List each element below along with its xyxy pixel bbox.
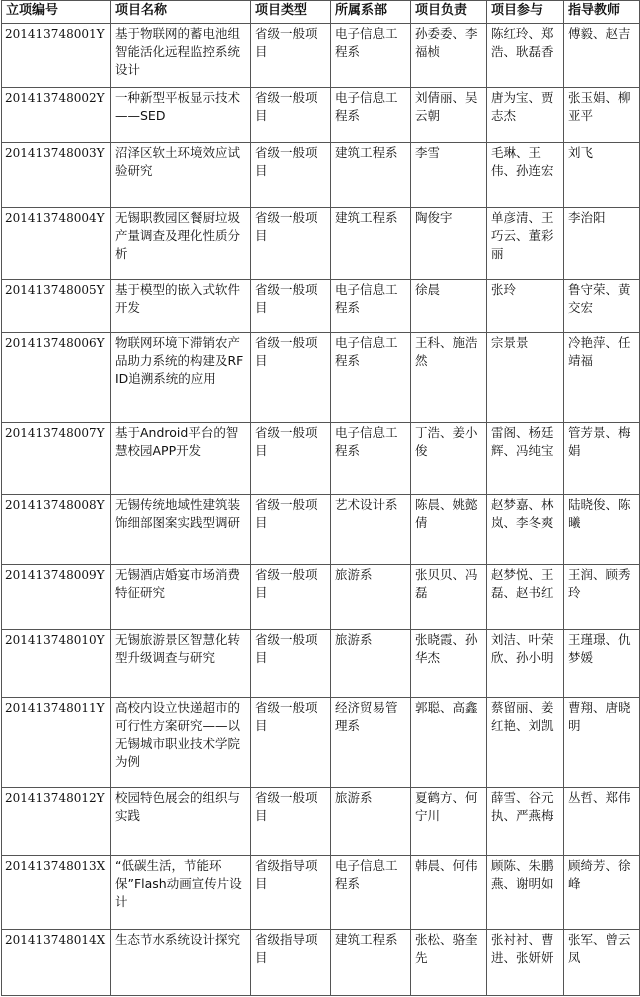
header-name: 项目名称: [111, 1, 251, 24]
table-row: [2, 423, 640, 495]
project-leader: 陶俊宇: [411, 208, 487, 280]
project-type: 省级一般项目: [251, 495, 331, 565]
project-members: 赵梦嘉、林岚、李冬爽: [487, 495, 564, 565]
project-type: 省级一般项目: [251, 143, 331, 208]
project-members: 单彦清、王巧云、董彩丽: [487, 208, 564, 280]
project-name: 无锡酒店婚宴市场消费特征研究: [111, 565, 251, 630]
project-leader: 徐晨: [411, 280, 487, 333]
table-row: [2, 630, 640, 698]
table-row: [2, 856, 640, 930]
project-members: 唐为宝、贾志杰: [487, 88, 564, 143]
project-leader: 丁浩、姜小俊: [411, 423, 487, 495]
table-row: [2, 930, 640, 996]
project-advisors: 傅毅、赵吉: [564, 24, 640, 88]
project-name: 物联网环境下滞销农产品助力系统的构建及RFID追溯系统的应用: [111, 333, 251, 423]
table-row: [2, 495, 640, 565]
project-leader: 李雪: [411, 143, 487, 208]
project-name: 高校内设立快递超市的可行性方案研究——以无锡城市职业技术学院为例: [111, 698, 251, 788]
project-dept: 经济贸易管理系: [331, 698, 411, 788]
project-name: “低碳生活，节能环保”Flash动画宣传片设计: [111, 856, 251, 930]
project-id: 201413748012Y: [2, 788, 111, 856]
project-advisors: 陆晓俊、陈曦: [564, 495, 640, 565]
header-members: 项目参与: [487, 1, 564, 24]
project-id: 201413748010Y: [2, 630, 111, 698]
project-dept: 建筑工程系: [331, 930, 411, 996]
project-dept: 电子信息工程系: [331, 423, 411, 495]
project-type: 省级一般项目: [251, 88, 331, 143]
table-row: [2, 24, 640, 88]
project-name: 沼泽区软土环境效应试验研究: [111, 143, 251, 208]
project-leader: 张贝贝、冯磊: [411, 565, 487, 630]
table-row: [2, 208, 640, 280]
project-members: 雷阁、杨廷辉、冯纯宝: [487, 423, 564, 495]
project-advisors: 张玉娟、柳亚平: [564, 88, 640, 143]
project-name: 一种新型平板显示技术——SED: [111, 88, 251, 143]
project-dept: 电子信息工程系: [331, 88, 411, 143]
project-dept: 旅游系: [331, 565, 411, 630]
project-leader: 王科、施浩然: [411, 333, 487, 423]
project-name: 基于模型的嵌入式软件开发: [111, 280, 251, 333]
project-members: 毛琳、王伟、孙连宏: [487, 143, 564, 208]
project-advisors: 曹翔、唐晓明: [564, 698, 640, 788]
project-leader: 韩晨、何伟: [411, 856, 487, 930]
project-dept: 电子信息工程系: [331, 856, 411, 930]
header-leader: 项目负责: [411, 1, 487, 24]
project-name: 无锡传统地域性建筑装饰细部图案实践型调研: [111, 495, 251, 565]
project-dept: 旅游系: [331, 630, 411, 698]
project-name: 基于Android平台的智慧校园APP开发: [111, 423, 251, 495]
header-row: [2, 1, 640, 24]
project-leader: 刘倩丽、吴云朝: [411, 88, 487, 143]
table-row: [2, 565, 640, 630]
project-id: 201413748004Y: [2, 208, 111, 280]
project-advisors: 王瑾璟、仇梦媛: [564, 630, 640, 698]
table-row: [2, 143, 640, 208]
table-row: [2, 788, 640, 856]
project-id: 201413748007Y: [2, 423, 111, 495]
project-id: 201413748011Y: [2, 698, 111, 788]
project-id: 201413748002Y: [2, 88, 111, 143]
project-advisors: 刘飞: [564, 143, 640, 208]
project-type: 省级一般项目: [251, 24, 331, 88]
project-id: 201413748014X: [2, 930, 111, 996]
project-dept: 电子信息工程系: [331, 280, 411, 333]
project-type: 省级一般项目: [251, 565, 331, 630]
project-type: 省级一般项目: [251, 698, 331, 788]
project-dept: 建筑工程系: [331, 143, 411, 208]
project-members: 薛雪、谷元执、严燕梅: [487, 788, 564, 856]
project-type: 省级一般项目: [251, 788, 331, 856]
project-type: 省级一般项目: [251, 423, 331, 495]
table-body: [2, 24, 640, 996]
project-leader: 孙委委、李福桢: [411, 24, 487, 88]
project-advisors: 管芳景、梅娟: [564, 423, 640, 495]
project-table: [1, 0, 640, 996]
header-id: 立项编号: [2, 1, 111, 24]
project-name: 基于物联网的蓄电池组智能活化远程监控系统设计: [111, 24, 251, 88]
project-type: 省级一般项目: [251, 333, 331, 423]
project-name: 生态节水系统设计探究: [111, 930, 251, 996]
project-advisors: 李治阳: [564, 208, 640, 280]
project-advisors: 王润、顾秀玲: [564, 565, 640, 630]
project-leader: 陈晨、姚懿倩: [411, 495, 487, 565]
project-name: 无锡职教园区餐厨垃圾产量调查及理化性质分析: [111, 208, 251, 280]
project-dept: 建筑工程系: [331, 208, 411, 280]
project-dept: 艺术设计系: [331, 495, 411, 565]
table-row: [2, 280, 640, 333]
project-members: 赵梦悦、王磊、赵书红: [487, 565, 564, 630]
project-id: 201413748006Y: [2, 333, 111, 423]
project-advisors: 冷艳萍、任靖福: [564, 333, 640, 423]
project-advisors: 鲁守荣、黄交宏: [564, 280, 640, 333]
project-advisors: 顾绮芳、徐峰: [564, 856, 640, 930]
project-type: 省级指导项目: [251, 856, 331, 930]
header-advisors: 指导教师: [564, 1, 640, 24]
project-members: 顾陈、朱鹏燕、谢明如: [487, 856, 564, 930]
project-members: 陈红玲、郑浩、耿磊香: [487, 24, 564, 88]
project-members: 张玲: [487, 280, 564, 333]
project-advisors: 张军、曾云凤: [564, 930, 640, 996]
header-dept: 所属系部: [331, 1, 411, 24]
project-dept: 电子信息工程系: [331, 24, 411, 88]
project-members: 张衬衬、曹进、张妍妍: [487, 930, 564, 996]
table-row: [2, 88, 640, 143]
project-id: 201413748005Y: [2, 280, 111, 333]
project-leader: 张晓霞、孙华杰: [411, 630, 487, 698]
project-dept: 旅游系: [331, 788, 411, 856]
project-name: 无锡旅游景区智慧化转型升级调查与研究: [111, 630, 251, 698]
project-type: 省级一般项目: [251, 208, 331, 280]
project-type: 省级一般项目: [251, 630, 331, 698]
project-members: 蔡留丽、姜红艳、刘凯: [487, 698, 564, 788]
project-leader: 夏鹤方、何宁川: [411, 788, 487, 856]
project-id: 201413748008Y: [2, 495, 111, 565]
table-row: [2, 698, 640, 788]
header-type: 项目类型: [251, 1, 331, 24]
project-members: 刘洁、叶荣欣、孙小明: [487, 630, 564, 698]
project-type: 省级指导项目: [251, 930, 331, 996]
project-members: 宗景景: [487, 333, 564, 423]
project-leader: 张松、骆奎先: [411, 930, 487, 996]
project-type: 省级一般项目: [251, 280, 331, 333]
project-leader: 郭聪、高鑫: [411, 698, 487, 788]
project-name: 校园特色展会的组织与实践: [111, 788, 251, 856]
project-id: 201413748009Y: [2, 565, 111, 630]
table-row: [2, 333, 640, 423]
project-id: 201413748013X: [2, 856, 111, 930]
project-id: 201413748003Y: [2, 143, 111, 208]
project-advisors: 丛哲、郑伟: [564, 788, 640, 856]
project-dept: 电子信息工程系: [331, 333, 411, 423]
project-id: 201413748001Y: [2, 24, 111, 88]
